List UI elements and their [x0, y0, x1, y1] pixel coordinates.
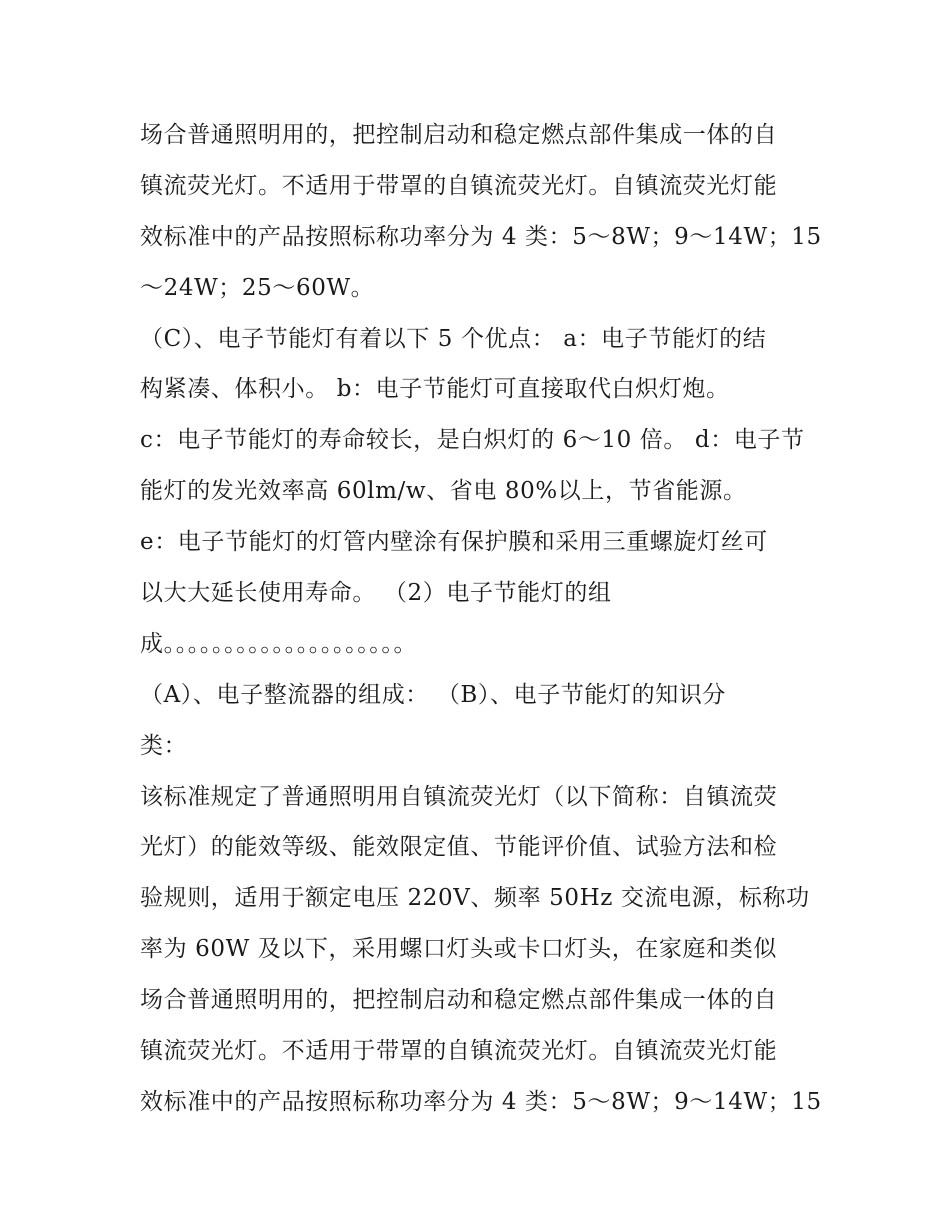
- text-line: 镇流荧光灯。不适用于带罩的自镇流荧光灯。自镇流荧光灯能: [140, 1038, 778, 1065]
- text-line: 类：: [140, 732, 188, 759]
- text-line: 效标准中的产品按照标称功率分为 4 类：5～8W；9～14W；15: [140, 223, 822, 250]
- text-line: 以大大延长使用寿命。 （2）电子节能灯的组: [140, 580, 612, 607]
- text-line: ～24W；25～60W。: [140, 274, 375, 301]
- text-line: （C）、电子节能灯有着以下 5 个优点： a：电子节能灯的结: [140, 325, 767, 352]
- text-line: 场合普通照明用的，把控制启动和稳定燃点部件集成一体的自: [140, 987, 778, 1014]
- text-line: 效标准中的产品按照标称功率分为 4 类：5～8W；9～14W；15: [140, 1088, 822, 1115]
- text-line: 验规则，适用于额定电压 220V、频率 50Hz 交流电源，标称功: [140, 885, 810, 912]
- text-line: 能灯的发光效率高 60lm/w、省电 80%以上，节省能源。: [140, 478, 747, 505]
- text-line: 该标准规定了普通照明用自镇流荧光灯（以下简称：自镇流荧: [140, 783, 778, 810]
- text-line: 镇流荧光灯。不适用于带罩的自镇流荧光灯。自镇流荧光灯能: [140, 172, 778, 199]
- text-line: （A）、电子整流器的组成： （B）、电子节能灯的知识分: [140, 681, 727, 708]
- text-line: 构紧凑、体积小。 b：电子节能灯可直接取代白炽灯炮。: [140, 376, 730, 403]
- text-line: 成。。。。。。。。。。。。。。。。。。。。: [140, 630, 418, 657]
- text-line: c：电子节能灯的寿命较长，是白炽灯的 6～10 倍。 d：电子节: [140, 427, 805, 454]
- text-line: 率为 60W 及以下，采用螺口灯头或卡口灯头，在家庭和类似: [140, 936, 777, 963]
- text-line: e：电子节能灯的灯管内壁涂有保护膜和采用三重螺旋灯丝可: [140, 529, 768, 556]
- text-line: 场合普通照明用的，把控制启动和稳定燃点部件集成一体的自: [140, 122, 778, 148]
- document-body: [140, 110, 820, 1128]
- text-line: 光灯）的能效等级、能效限定值、节能评价值、试验方法和检: [140, 834, 778, 861]
